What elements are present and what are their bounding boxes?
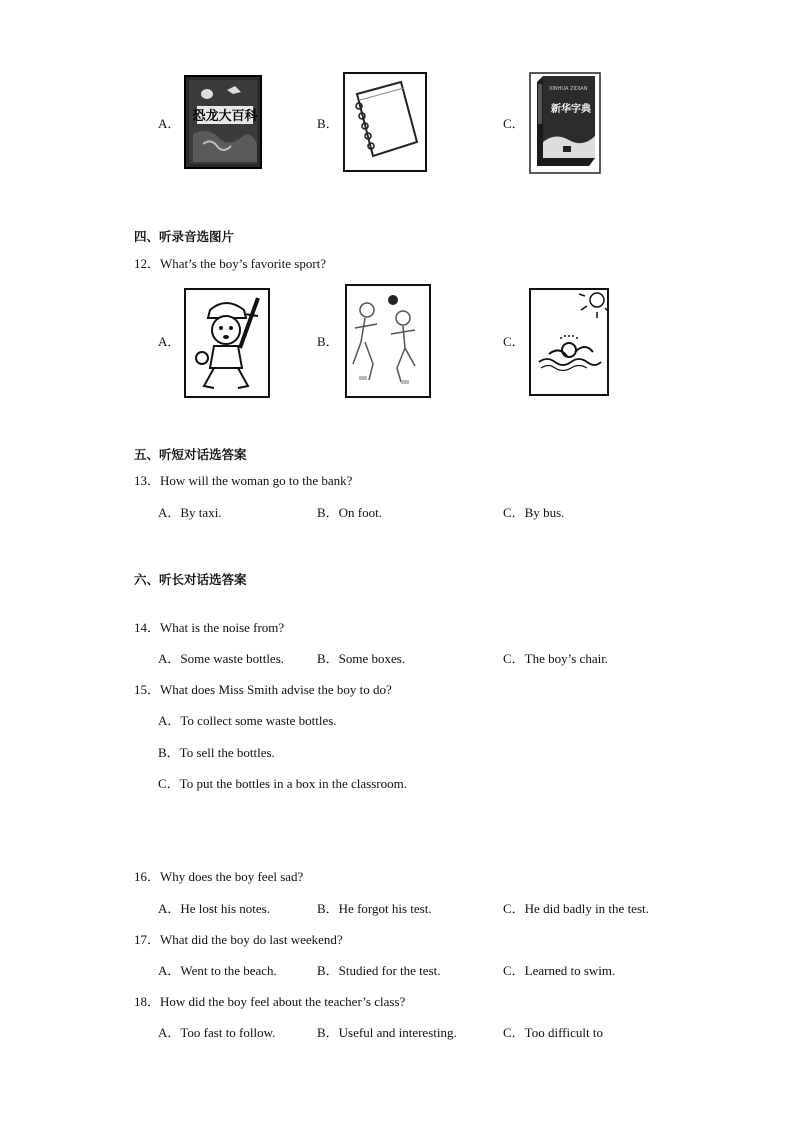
dictionary-book-icon[interactable] [529,72,601,174]
question-14-stem: 14．What is the noise from? [134,620,285,635]
q16-option-a[interactable]: A．He lost his notes. [158,901,270,916]
q13-option-c[interactable]: C．By bus. [503,505,565,520]
q11-option-c-letter: C． [503,116,525,131]
dictionary-title: 新华字典 [551,104,591,115]
question-13-stem: 13．How will the woman go to the bank? [134,473,353,488]
section-5-heading: 五、听短对话选答案 [134,447,247,462]
q15-option-a[interactable]: A．To collect some waste bottles. [158,713,337,728]
q15-option-c[interactable]: C．To put the bottles in a box in the classroom. [158,776,407,791]
q18-option-b[interactable]: B．Useful and interesting. [317,1025,457,1040]
baseball-player-icon[interactable] [184,288,270,398]
q17-option-a[interactable]: A．Went to the beach. [158,963,277,978]
q13-option-b[interactable]: B．On foot. [317,505,383,520]
question-18-stem: 18．How did the boy feel about the teacher’s class? [134,994,406,1009]
q17-option-b[interactable]: B．Studied for the test. [317,963,441,978]
svg-text:XINHUA ZIDIAN: XINHUA ZIDIAN [549,86,588,92]
q14-option-c[interactable]: C．The boy’s chair. [503,651,609,666]
question-16-stem: 16．Why does the boy feel sad? [134,869,304,884]
q18-option-a[interactable]: A．Too fast to follow. [158,1025,276,1040]
dinosaur-encyclopedia-book-icon[interactable] [183,74,265,170]
soccer-players-icon[interactable] [345,284,431,398]
q12-option-a-letter: A． [158,334,181,349]
q11-option-b-letter: B． [317,116,339,131]
q18-option-c[interactable]: C．Too difficult to [503,1025,603,1040]
q12-option-b-letter: B． [317,334,339,349]
question-17-stem: 17．What did the boy do last weekend? [134,932,343,947]
q16-option-c[interactable]: C．He did badly in the test. [503,901,649,916]
swimmer-icon[interactable] [529,288,609,396]
q14-option-a[interactable]: A．Some waste bottles. [158,651,285,666]
q13-option-a[interactable]: A．By taxi. [158,505,222,520]
question-12-stem: 12．What’s the boy’s favorite sport? [134,256,327,271]
q17-option-c[interactable]: C．Learned to swim. [503,963,616,978]
q11-option-a-letter: A． [158,116,181,131]
section-4-heading: 四、听录音选图片 [134,229,235,244]
q16-option-b[interactable]: B．He forgot his test. [317,901,432,916]
q15-option-b[interactable]: B．To sell the bottles. [158,745,275,760]
spiral-notebook-icon[interactable] [343,72,427,172]
question-15-stem: 15．What does Miss Smith advise the boy to do? [134,682,392,697]
q12-option-c-letter: C． [503,334,525,349]
q14-option-b[interactable]: B．Some boxes. [317,651,406,666]
section-6-heading: 六、听长对话选答案 [134,572,247,587]
dinosaur-book-title: 恐龙大百科 [192,109,258,124]
